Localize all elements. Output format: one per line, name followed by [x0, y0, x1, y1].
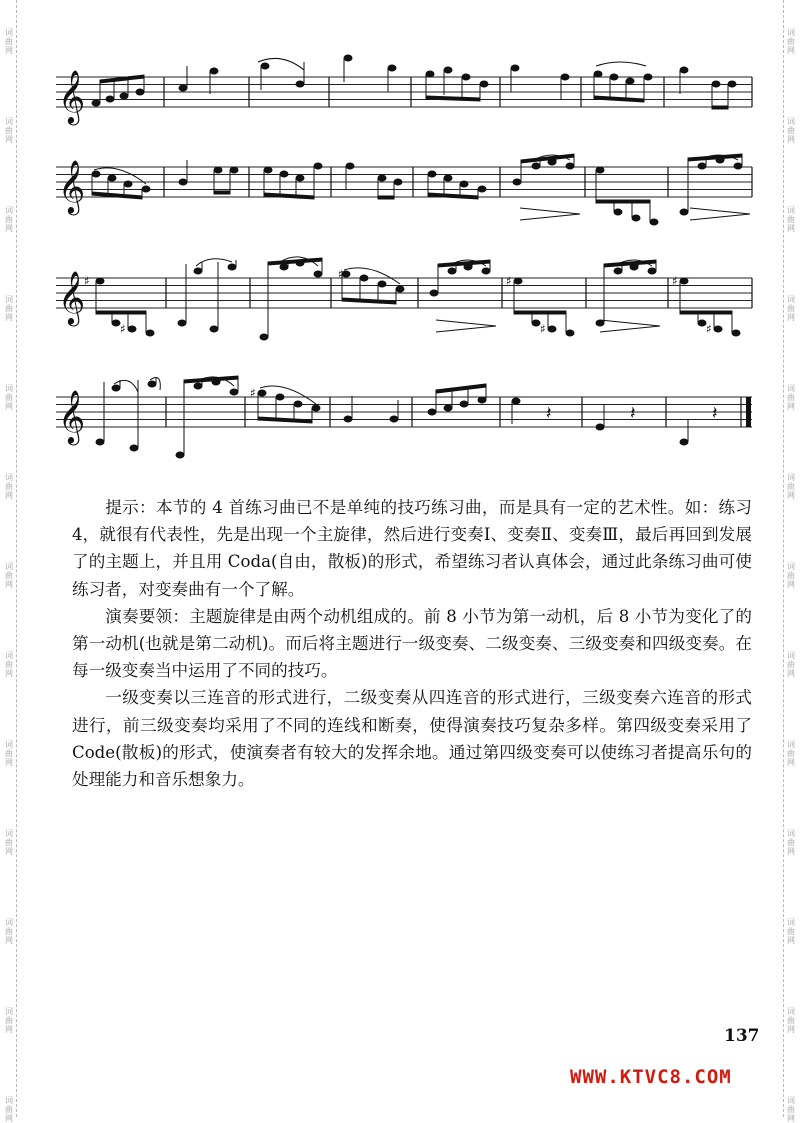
- variation-paragraph: 一级变奏以三连音的形式进行，二级变奏从四连音的形式进行，三级变奏六连音的形式进行，前三级变奏均采用了不同的连线和断奏，使得演奏技巧复杂多样。第四级变奏采用了 Code(散板)的形式，使演奏者有较大的发挥余地。通过第四级变奏可以使练习者提高乐句的处理能力和音乐想象力。: [72, 688, 752, 790]
- watermark-label: 词曲网: [5, 28, 13, 55]
- svg-text:♯: ♯: [338, 267, 344, 281]
- watermark-label: 词曲网: [5, 651, 13, 678]
- treble-clef-icon: 𝄞: [58, 159, 86, 213]
- watermark-label: 词曲网: [787, 1096, 795, 1123]
- watermark-label: 词曲网: [5, 384, 13, 411]
- system-2: [56, 154, 752, 225]
- site-url: WWW.KTVC8.COM: [570, 1066, 732, 1088]
- treble-clef-icon: 𝄞: [58, 69, 86, 123]
- svg-text:♯: ♯: [672, 274, 678, 288]
- page-number: 137: [724, 1026, 760, 1046]
- svg-text:♯: ♯: [250, 386, 256, 400]
- sheet-music: [0, 0, 800, 470]
- hint-text: ：本节的 4 首练习曲已不是单纯的技巧练习曲，而是具有一定的艺术性。如：练习 4，就很有代表性，先是出现一个主旋律，然后进行变奏Ⅰ、变奏Ⅱ、变奏Ⅲ，最后再回到发展了的主题上，并且用 Coda(自由，散板)的形式，希望练习者认真体会，通过此条练习曲可使练习者，对变奏曲有一个了解。: [72, 498, 753, 599]
- watermark-label: 词曲网: [5, 473, 13, 500]
- watermark-label: 词曲网: [5, 1096, 13, 1123]
- watermark-label: 词曲网: [787, 918, 795, 945]
- watermark-label: 词曲网: [787, 740, 795, 767]
- watermark-label: 词曲网: [5, 206, 13, 233]
- watermark-label: 词曲网: [787, 473, 795, 500]
- treble-clef-icon: 𝄞: [58, 270, 86, 324]
- watermark-label: 词曲网: [787, 829, 795, 856]
- svg-text:♯: ♯: [120, 322, 126, 336]
- svg-text:𝄽: 𝄽: [712, 403, 718, 424]
- watermark-label: 词曲网: [787, 117, 795, 144]
- watermark-label: 词曲网: [787, 1007, 795, 1034]
- watermark-label: 词曲网: [5, 117, 13, 144]
- treble-clef-icon: 𝄞: [58, 389, 86, 443]
- svg-text:♯: ♯: [706, 322, 712, 336]
- watermark-label: 词曲网: [787, 562, 795, 589]
- svg-text:𝄽: 𝄽: [630, 403, 636, 424]
- system-3: [56, 257, 752, 340]
- watermark-label: 词曲网: [5, 1007, 13, 1034]
- watermark-label: 词曲网: [787, 651, 795, 678]
- svg-text:♯: ♯: [84, 274, 90, 288]
- watermark-label: 词曲网: [787, 28, 795, 55]
- explanation-text: [72, 494, 752, 793]
- hint-label: 提示: [105, 498, 139, 517]
- watermark-label: 词曲网: [787, 206, 795, 233]
- performance-label: 演奏要领: [105, 606, 173, 626]
- watermark-label: 词曲网: [787, 295, 795, 322]
- performance-text: ：主题旋律是由两个动机组成的。前 8 小节为第一动机，后 8 小节为变化了的第一动机(也就是第二动机)。而后将主题进行一级变奏、二级变奏、三级变奏和四级变奏。在每一级变奏当中运用了不同的技巧。: [72, 606, 753, 681]
- system-4: [56, 376, 752, 458]
- performance-paragraph: [72, 603, 752, 685]
- watermark-label: 词曲网: [5, 740, 13, 767]
- svg-text:♯: ♯: [540, 322, 546, 336]
- watermark-label: 词曲网: [5, 295, 13, 322]
- hint-paragraph: [72, 494, 752, 603]
- watermark-label: 词曲网: [5, 829, 13, 856]
- watermark-label: 词曲网: [5, 918, 13, 945]
- svg-text:♯: ♯: [506, 274, 512, 288]
- system-1: [56, 55, 752, 125]
- watermark-label: 词曲网: [787, 384, 795, 411]
- svg-text:𝄽: 𝄽: [546, 403, 552, 424]
- watermark-label: 词曲网: [5, 562, 13, 589]
